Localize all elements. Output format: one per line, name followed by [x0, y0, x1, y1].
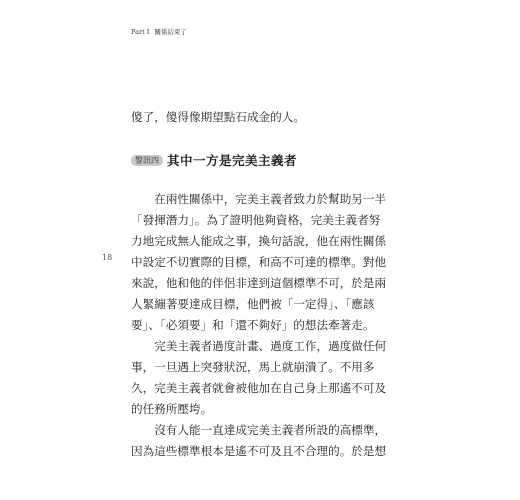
page-number: 18	[102, 253, 113, 262]
body-line: 中設定不切實際的目標，和高不可達的標準。對他	[131, 255, 387, 269]
section-heading	[131, 151, 297, 169]
warning-badge: 警訊四	[131, 155, 163, 166]
body-line: 來說，他和他的伴侶非達到這個標準不可，於是兩	[131, 276, 387, 290]
body-line: 力地完成無人能成之事，換句話說，他在兩性關係	[131, 234, 387, 248]
body-line: 因為這些標準根本是遙不可及且不合理的。於是想	[131, 444, 387, 458]
body-line: 人緊繃著要達成目標，他們被「一定得」、「應該	[131, 297, 375, 311]
body-line: 的任務所壓垮。	[131, 402, 213, 416]
running-head	[131, 27, 187, 36]
body-line: 要」、「必須要」和「還不夠好」的想法牽著走。	[131, 318, 375, 332]
running-head-part: Part I	[131, 28, 150, 36]
running-head-chapter: 關係結束了	[154, 28, 187, 36]
body-line: 事，一旦遇上突發狀況，馬上就崩潰了。不用多	[131, 360, 375, 374]
body-line: 在兩性關係中，完美主義者致力於幫助另一半	[131, 192, 387, 206]
body-line: 「發揮潛力」。為了證明他夠資格，完美主義者努	[131, 213, 381, 227]
section-title: 其中一方是完美主義者	[167, 153, 298, 168]
carry-over-line: 傻了，傻得像期望點石成金的人。	[131, 110, 305, 124]
body-line: 沒有人能一直達成完美主義者所設的高標準，	[131, 423, 387, 437]
body-line: 完美主義者過度計畫、過度工作，過度做任何	[131, 339, 387, 353]
body-line: 久，完美主義者就會被他加在自己身上那遙不可及	[131, 381, 387, 395]
